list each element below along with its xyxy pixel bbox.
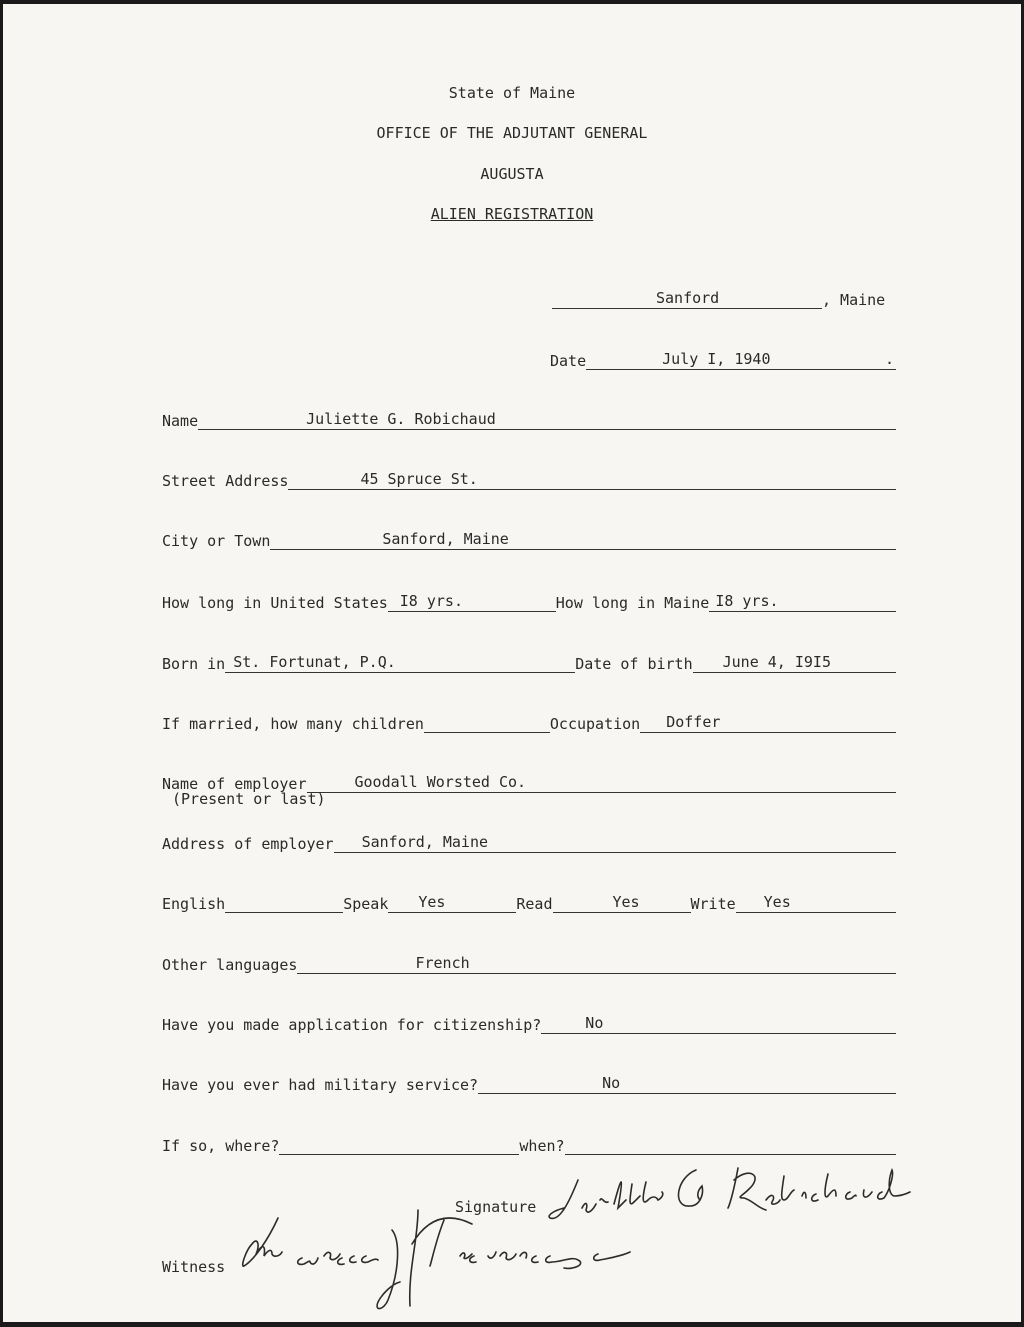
city-row <box>162 526 896 550</box>
place-row <box>552 285 896 309</box>
city-label: City or Town <box>162 532 271 550</box>
name-label: Name <box>162 412 199 430</box>
street-value: 45 Spruce St. <box>360 470 478 488</box>
how-long-us-label: How long in United States <box>162 594 388 612</box>
citizenship-row <box>162 1010 896 1034</box>
english-label: English <box>162 895 226 913</box>
city-field[interactable] <box>270 529 896 550</box>
children-row <box>162 709 896 733</box>
employer-label: Name of employer <box>162 775 307 793</box>
citizenship-field[interactable] <box>541 1013 896 1034</box>
signature-label: Signature <box>455 1198 537 1216</box>
employer-address-field[interactable] <box>334 832 896 853</box>
form-title: ALIEN REGISTRATION <box>430 205 594 223</box>
employer-value: Goodall Worsted Co. <box>354 773 527 791</box>
header-office: OFFICE OF THE ADJUTANT GENERAL <box>376 124 648 142</box>
witness-handwriting <box>238 1200 678 1310</box>
other-languages-field[interactable] <box>297 953 896 974</box>
where-label: If so, where? <box>162 1137 280 1155</box>
military-value: No <box>602 1074 621 1092</box>
read-label: Read <box>516 895 553 913</box>
birth-date-value: June 4, I9I5 <box>722 653 831 671</box>
how-long-row <box>162 588 896 612</box>
when-label: when? <box>519 1137 565 1155</box>
witness-label: Witness <box>162 1258 226 1276</box>
date-value: July I, 1940 <box>662 350 771 368</box>
where-field[interactable] <box>279 1134 519 1155</box>
city-value: Sanford, Maine <box>382 530 509 548</box>
how-long-maine-value: I8 yrs. <box>715 592 779 610</box>
how-long-us-field[interactable] <box>388 591 556 612</box>
place-town-field[interactable] <box>552 288 822 309</box>
english-row <box>162 889 896 913</box>
military-field[interactable] <box>478 1073 896 1094</box>
employer-address-row <box>162 829 896 853</box>
header-state: State of Maine <box>448 84 576 102</box>
scan-border-left <box>0 0 3 1327</box>
children-field[interactable] <box>424 712 550 733</box>
how-long-maine-label: How long in Maine <box>555 594 710 612</box>
date-label: Date <box>550 352 587 370</box>
employer-sublabel: (Present or last) <box>172 790 326 808</box>
street-row <box>162 466 896 490</box>
born-in-field[interactable] <box>225 652 575 673</box>
write-label: Write <box>690 895 736 913</box>
read-value: Yes <box>612 893 640 911</box>
name-row <box>162 406 896 430</box>
date-end: . <box>884 350 894 368</box>
name-field[interactable] <box>198 409 896 430</box>
read-field[interactable] <box>553 892 691 913</box>
occupation-label: Occupation <box>549 715 641 733</box>
header-city: AUGUSTA <box>480 165 544 183</box>
citizenship-label: Have you made application for citizenship? <box>162 1016 542 1034</box>
birth-date-field[interactable] <box>693 652 896 673</box>
street-label: Street Address <box>162 472 289 490</box>
employer-address-value: Sanford, Maine <box>361 833 489 851</box>
military-label: Have you ever had military service? <box>162 1076 479 1094</box>
place-state-label: , Maine <box>822 291 886 309</box>
how-long-maine-field[interactable] <box>709 591 896 612</box>
when-field[interactable] <box>565 1134 896 1155</box>
speak-field[interactable] <box>388 892 516 913</box>
where-row <box>162 1131 896 1155</box>
date-row <box>550 346 896 370</box>
occupation-field[interactable] <box>640 712 896 733</box>
scan-border-top <box>0 0 1024 4</box>
born-in-label: Born in <box>162 655 226 673</box>
birth-date-label: Date of birth <box>575 655 693 673</box>
other-languages-row <box>162 950 896 974</box>
occupation-value: Doffer <box>666 713 721 731</box>
born-in-value: St. Fortunat, P.Q. <box>233 653 396 671</box>
children-label: If married, how many children <box>162 715 424 733</box>
employer-field[interactable] <box>307 772 897 793</box>
employer-address-label: Address of employer <box>162 835 334 853</box>
english-field[interactable] <box>225 892 343 913</box>
born-row <box>162 649 896 673</box>
how-long-us-value: I8 yrs. <box>399 592 463 610</box>
street-field[interactable] <box>288 469 896 490</box>
write-field[interactable] <box>736 892 896 913</box>
write-value: Yes <box>763 893 791 911</box>
scan-border-bottom <box>0 1322 1024 1327</box>
date-field[interactable] <box>586 349 896 370</box>
military-row <box>162 1070 896 1094</box>
other-languages-value: French <box>415 954 470 972</box>
speak-label: Speak <box>343 895 389 913</box>
place-town-value: Sanford <box>656 289 720 307</box>
other-languages-label: Other languages <box>162 956 298 974</box>
name-value: Juliette G. Robichaud <box>306 410 496 428</box>
citizenship-value: No <box>585 1014 604 1032</box>
speak-value: Yes <box>418 893 446 911</box>
